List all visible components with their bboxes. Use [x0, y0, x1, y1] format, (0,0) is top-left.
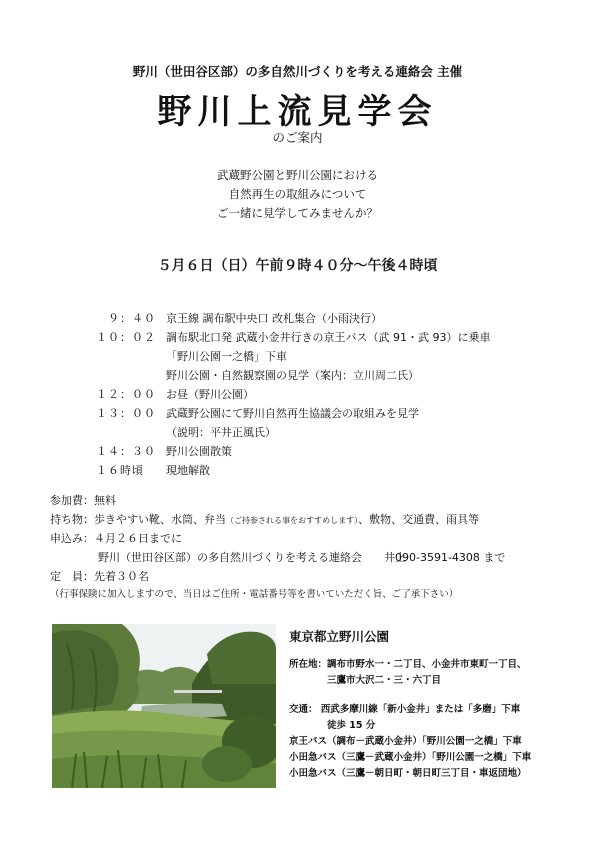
schedule-time [96, 423, 166, 442]
intro-text [0, 166, 595, 223]
schedule-text: 野川公園・自然観察園の見学（案内：立川周二氏） [166, 369, 419, 382]
items-rest: 、敷物、交通費、雨具等 [358, 513, 480, 526]
schedule-text: 現地解散 [166, 464, 210, 477]
schedule-time: １４：３０ [96, 445, 156, 458]
schedule-text: お昼（野川公園） [166, 388, 254, 401]
park-photo [52, 624, 276, 788]
schedule-time: １０：０２ [96, 331, 156, 344]
park-address: 所在地：調布市野水一・二丁目、小金井市東町一丁目、 [289, 659, 527, 670]
park-bus: 小田急バス（三鷹－武蔵小金井）「野川公園一之橋」下車 [289, 752, 532, 763]
apply-line: 申込み：４月２６日までに [50, 532, 182, 545]
schedule-text: 調布駅北口発 武蔵小金井行きの京王バス（武 91・武 93）に乗車 [166, 331, 491, 344]
schedule-row [96, 404, 576, 423]
items-note: （ご持参される事をおすすめします） [226, 516, 359, 525]
fee-line: 参加費：無料 [50, 494, 116, 507]
schedule-time: １２：００ [96, 388, 156, 401]
event-details [50, 491, 570, 604]
schedule [96, 309, 576, 480]
schedule-time [96, 366, 166, 385]
schedule-text: 京王線 調布駅中央口 改札集合（小雨決行） [166, 312, 382, 325]
schedule-row [96, 385, 576, 404]
schedule-time: １３：００ [96, 407, 156, 420]
capacity-line: 定 員：先着３０名 [50, 570, 149, 583]
items-line [50, 510, 570, 529]
contact-line [50, 548, 570, 567]
schedule-text: 野川公園散策 [166, 445, 232, 458]
items-main: 持ち物：歩きやすい靴、水筒、弁当 [50, 513, 226, 526]
park-access: 徒歩 15 分 [289, 720, 376, 731]
schedule-text: （説明：平井正風氏） [166, 426, 276, 439]
intro-line: 自然再生の取組みについて [228, 187, 367, 201]
park-bus: 京王バス（調布－武蔵小金井）「野川公園一之橋」下車 [289, 736, 522, 747]
event-datetime: ５月６日（日）午前９時４０分〜午後４時頃 [157, 258, 438, 274]
schedule-time: ９：４０ [96, 312, 156, 325]
event-title: 野川上流見学会 [157, 92, 438, 132]
organizer-line: 野川（世田谷区部）の多自然川づくりを考える連絡会 主催 [132, 64, 463, 79]
park-title: 東京都立野川公園 [289, 629, 390, 644]
event-subtitle: のご案内 [272, 130, 323, 145]
schedule-row [96, 461, 576, 480]
park-info [289, 627, 579, 782]
schedule-row [96, 423, 576, 442]
schedule-row [96, 347, 576, 366]
intro-line: ご一緒に見学してみませんか？ [217, 206, 378, 220]
park-bus: 小田急バス（三鷹－朝日町・朝日町三丁目・車返団地） [289, 768, 527, 779]
schedule-row [96, 328, 576, 347]
schedule-time [96, 347, 166, 366]
park-address: 三鷹市大沢二・三・六丁目 [289, 675, 442, 686]
schedule-time: １６時頃 [96, 464, 144, 477]
contact-phone: 090-3591-4308 まで [395, 551, 506, 564]
schedule-text: 武蔵野公園にて野川自然再生協議会の取組みを見学 [166, 407, 419, 420]
schedule-text: 「野川公園一之橋」下車 [166, 350, 287, 363]
contact-org: 野川（世田谷区部）の多自然川づくりを考える連絡会 井上 [98, 551, 406, 564]
intro-line: 武蔵野公園と野川公園における [217, 168, 378, 182]
schedule-row [96, 442, 576, 461]
schedule-row [96, 309, 576, 328]
schedule-row [96, 366, 576, 385]
insurance-note: （行事保険に加入しますので、当日はご住所・電話番号等を書いていただく旨、ご了承下さい） [50, 589, 459, 600]
park-access: 交通： 西武多摩川線「新小金井」または「多磨」下車 [289, 704, 521, 715]
